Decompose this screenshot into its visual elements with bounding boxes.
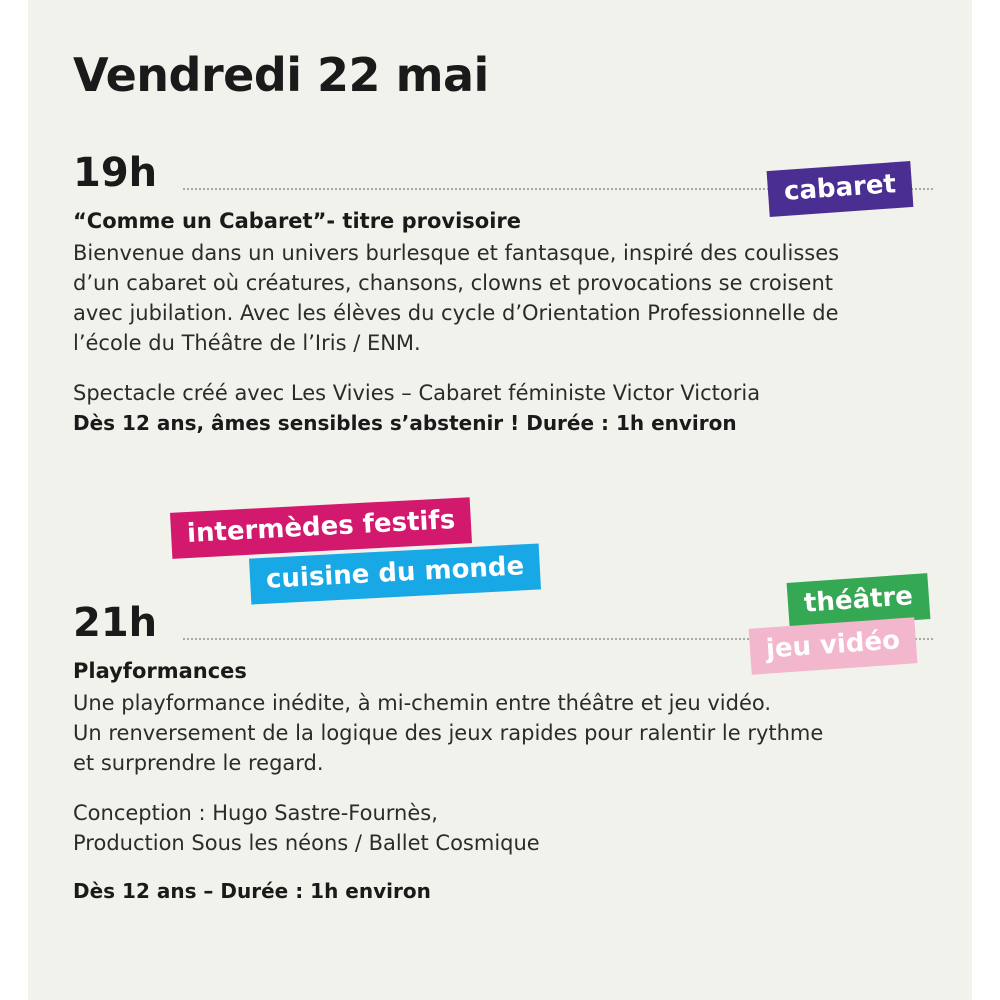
slot-21h-time: 21h [73, 600, 158, 646]
slot-19h-description-line3: avec jubilation. Avec les élèves du cycle d’Orientation Professionnelle de [73, 301, 839, 325]
slot-21h-title: Playformances [73, 659, 247, 683]
slot-21h-info: Dès 12 ans – Durée : 1h environ [73, 879, 431, 903]
program-content [28, 0, 972, 1000]
slot-19h-description-line2: d’un cabaret où créatures, chansons, clowns et provocations se croisent [73, 271, 833, 295]
slot-19h-info: Dès 12 ans, âmes sensibles s’abstenir ! Durée : 1h environ [73, 411, 737, 435]
tag-cuisine-du-monde: cuisine du monde [249, 543, 541, 604]
tag-theatre: théâtre [787, 573, 931, 629]
page-title: Vendredi 22 mai [73, 48, 489, 102]
tag-cabaret: cabaret [767, 161, 914, 217]
slot-19h-description-line1: Bienvenue dans un univers burlesque et fantasque, inspiré des coulisses [73, 241, 840, 265]
tag-jeu-video: jeu vidéo [749, 617, 918, 674]
slot-21h-description-line1: Une playformance inédite, à mi-chemin entre théâtre et jeu vidéo. [73, 691, 772, 715]
slot-21h-description-line2: Un renversement de la logique des jeux rapides pour ralentir le rythme [73, 721, 824, 745]
tag-intermedes-festifs: intermèdes festifs [170, 497, 472, 559]
program-page [28, 0, 972, 1000]
slot-19h-description-line4: l’école du Théâtre de l’Iris / ENM. [73, 331, 421, 355]
slot-21h-credit-line1: Conception : Hugo Sastre-Fournès, [73, 801, 438, 825]
slot-19h-credit: Spectacle créé avec Les Vivies – Cabaret féministe Victor Victoria [73, 381, 761, 405]
slot-21h-credit-line2: Production Sous les néons / Ballet Cosmique [73, 831, 540, 855]
slot-19h-time: 19h [73, 150, 158, 196]
slot-21h-description-line3: et surprendre le regard. [73, 751, 324, 775]
slot-19h-title: “Comme un Cabaret”- titre provisoire [73, 209, 522, 233]
